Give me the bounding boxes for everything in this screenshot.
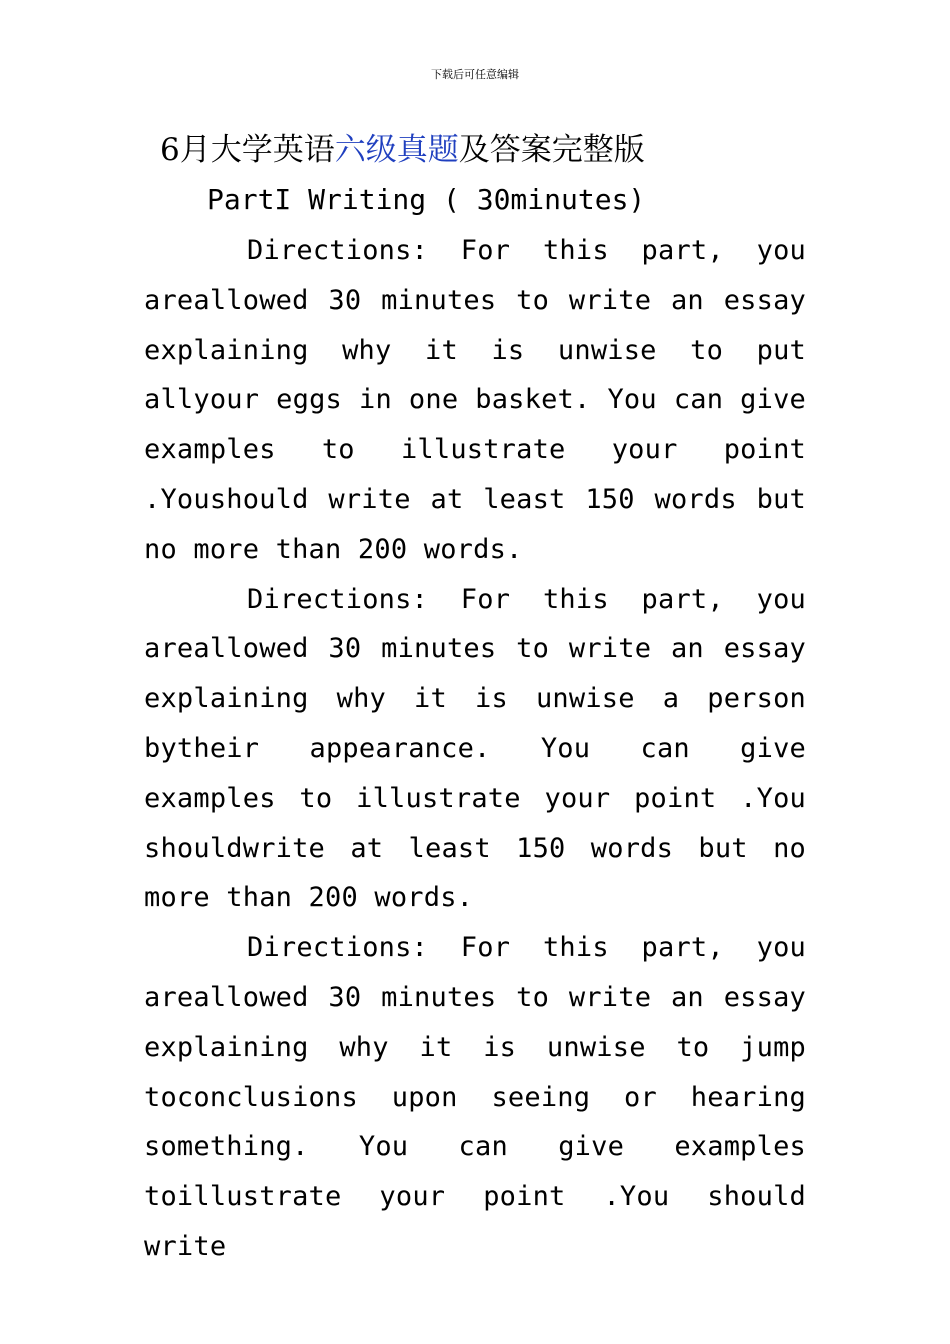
title-prefix: 6月大学英语 [160,132,335,168]
title-highlight-link[interactable]: 六级真题 [334,132,459,168]
part-heading: PartI Writing ( 30minutes) [207,183,646,216]
title-suffix: 及答案完整版 [458,132,645,168]
directions-paragraph-1: Directions: For this part, you areallowed 30 minutes to write an essay explaining why it is unwise to put allyour eggs in one basket. You can give examples to illustrate your point .Youshould write at least 150 words but no more than 200 words. [144,235,806,565]
document-body [144,226,806,1262]
document-title [160,130,645,170]
directions-paragraph-3: Directions: For this part, you areallowed 30 minutes to write an essay explaining why it is unwise to jump toconclusions upon seeing or hearing something. You can give examples toillustrate your point .You should write [144,932,806,1262]
directions-paragraph-2: Directions: For this part, you areallowed 30 minutes to write an essay explaining why it is unwise a person bytheir appearance. You can give examples to illustrate your point .You shouldwrite at least 150 words but no more than 200 words. [144,583,806,914]
page-header-note: 下载后可任意编辑 [431,68,519,81]
